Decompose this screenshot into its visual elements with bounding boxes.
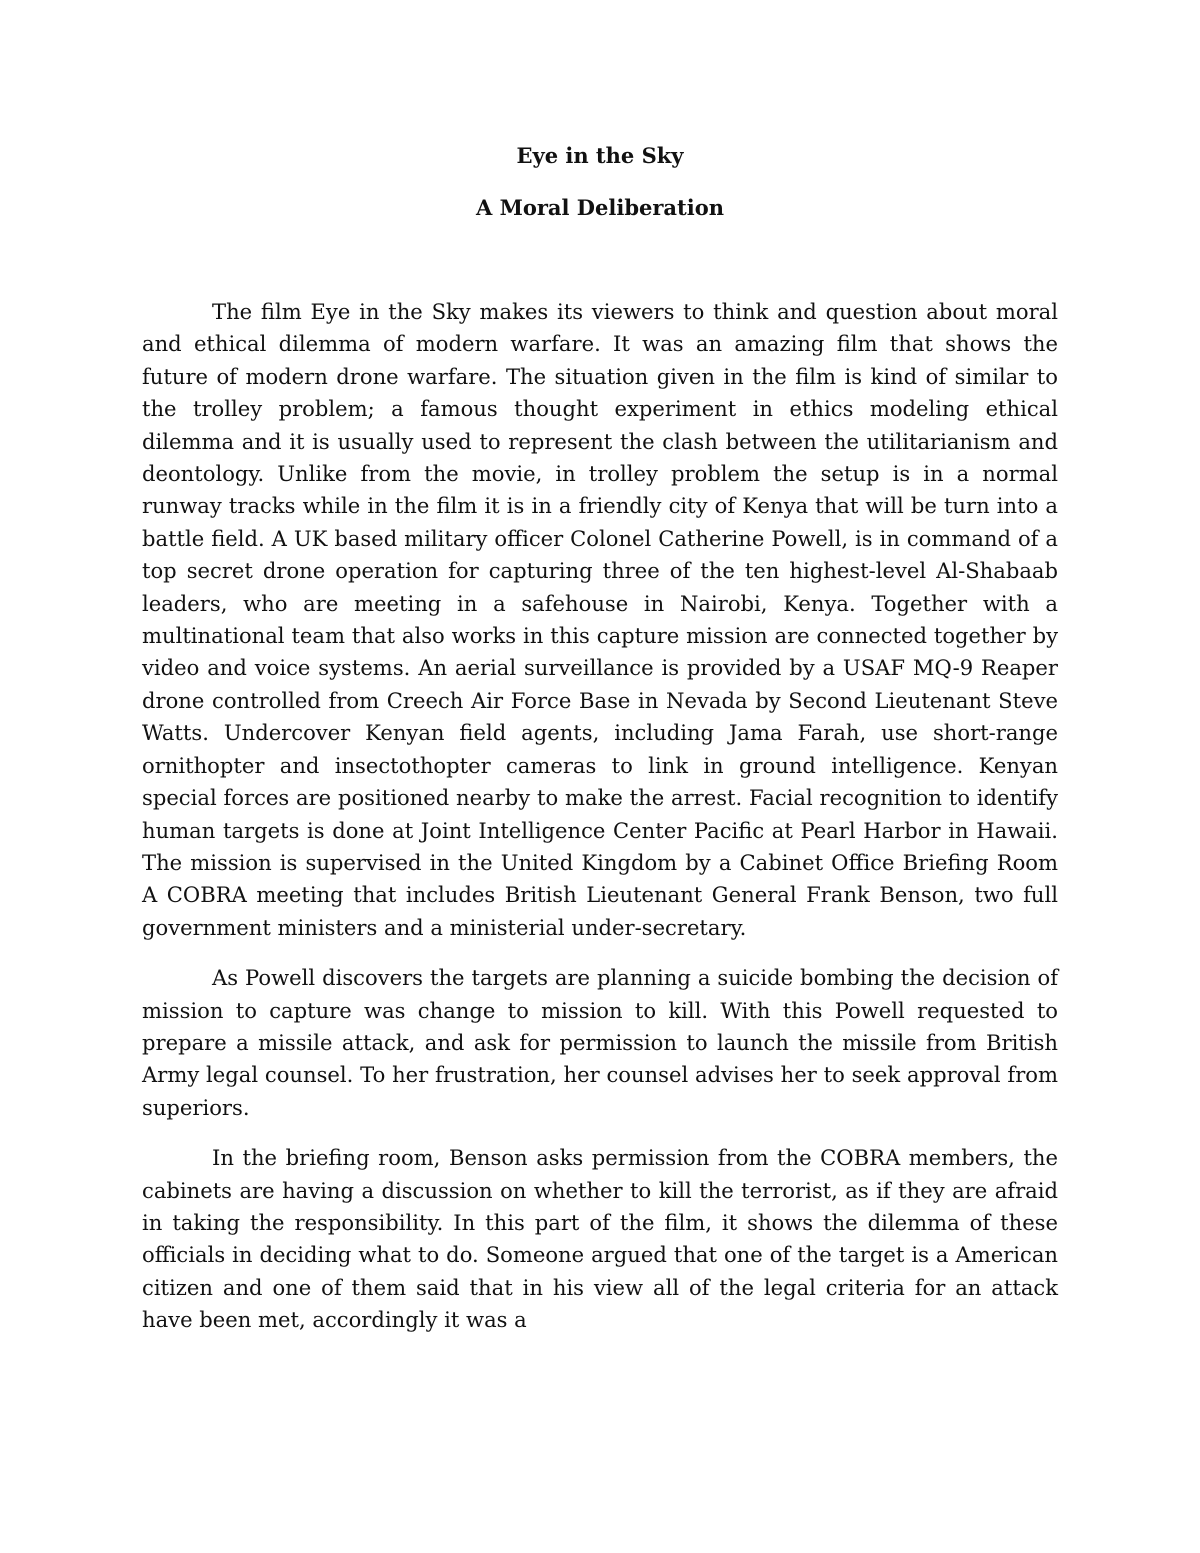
paragraph-1: The film Eye in the Sky makes its viewers to think and question about moral and ethical dilemma of modern warfare. It was an amazing film that shows the future of modern drone warfare. The situation given in the film is kind of similar to the trolley problem; a famous thought experiment in ethics modeling ethical dilemma and it is usually used to represent the clash between the utilitarianism and deontology. Unlike from the movie, in trolley problem the setup is in a normal runway tracks while in the film it is in a friendly city of Kenya that will be turn into a battle field. A UK based military officer Colonel Catherine Powell, is in command of a top secret drone operation for capturing three of the ten highest-level Al-Shabaab leaders, who are meeting in a safehouse in Nairobi, Kenya. Together with a multinational team that also works in this capture mission are connected together by video and voice systems. An aerial surveillance is provided by a USAF MQ-9 Reaper drone controlled from Creech Air Force Base in Nevada by Second Lieutenant Steve Watts. Undercover Kenyan field agents, including Jama Farah, use short-range ornithopter and insectothopter cameras to link in ground intelligence. Kenyan special forces are positioned nearby to make the arrest. Facial recognition to identify human targets is done at Joint Intelligence Center Pacific at Pearl Harbor in Hawaii. The mission is supervised in the United Kingdom by a Cabinet Office Briefing Room A COBRA meeting that includes British Lieutenant General Frank Benson, two full government ministers and a ministerial under-secretary. <box>142 299 1058 940</box>
document-body <box>142 296 1058 1337</box>
document-subtitle: A Moral Deliberation <box>475 195 724 220</box>
paragraph-3: In the briefing room, Benson asks permission from the COBRA members, the cabinets are having a discussion on whether to kill the terrorist, as if they are afraid in taking the responsibility. In this part of the film, it shows the dilemma of these officials in deciding what to do. Someone argued that one of the target is a American citizen and one of them said that in his view all of the legal criteria for an attack have been met, accordingly it was a <box>142 1145 1058 1333</box>
paragraph-2: As Powell discovers the targets are planning a suicide bombing the decision of mission to capture was change to mission to kill. With this Powell requested to prepare a missile attack, and ask for permission to launch the missile from British Army legal counsel. To her frustration, her counsel advises her to seek approval from superiors. <box>142 965 1058 1120</box>
document-title: Eye in the Sky <box>516 143 684 168</box>
